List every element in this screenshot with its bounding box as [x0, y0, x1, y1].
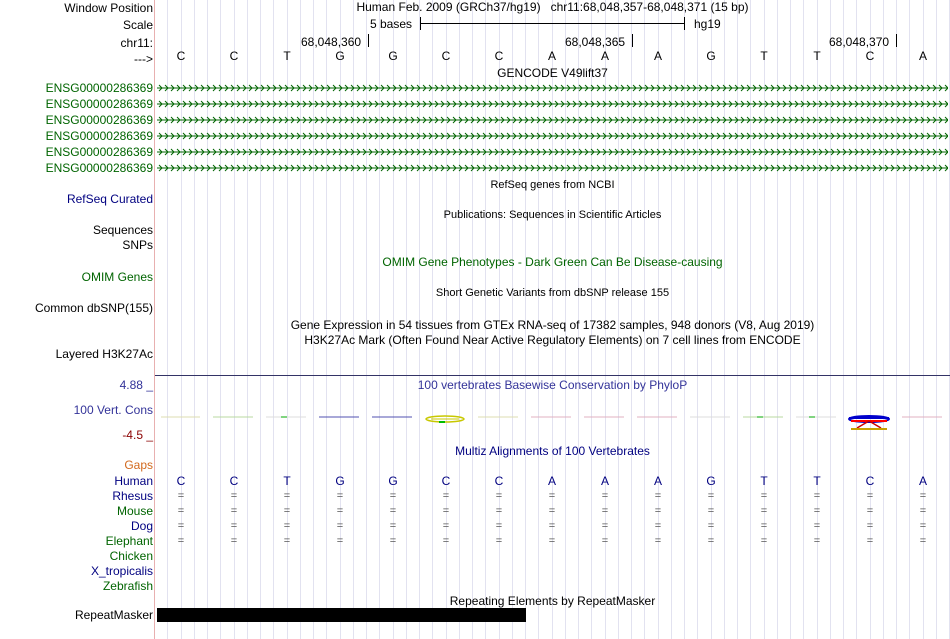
scale-bar — [420, 23, 684, 24]
phylop-max-label: 4.88 _ — [119, 378, 153, 392]
phylop-glyph-g — [426, 416, 464, 423]
alignment-match: = — [866, 520, 874, 532]
reference-base: C — [865, 49, 875, 63]
alignment-match: = — [442, 535, 450, 547]
phylop-center-label: 100 vertebrates Basewise Conservation by PhyloP — [417, 378, 688, 392]
gencode-gene-feature[interactable] — [157, 99, 948, 109]
refseq-label[interactable]: RefSeq Curated — [66, 192, 153, 206]
alignment-match: = — [601, 505, 609, 517]
alignment-match: = — [442, 490, 450, 502]
phylop-glyph-c — [849, 416, 889, 429]
alignment-match: = — [548, 535, 556, 547]
alignment-match: = — [495, 490, 503, 502]
alignment-match: = — [654, 505, 662, 517]
reference-base: T — [283, 49, 291, 63]
alignment-match: = — [230, 505, 238, 517]
phylop-min-label: -4.5 _ — [122, 428, 153, 442]
gtex-center-label: Gene Expression in 54 tissues from GTEx RNA-seq of 17382 samples, 948 donors (V8, Aug 2019) — [290, 318, 815, 332]
alignment-base: C — [494, 474, 504, 488]
alignment-match: = — [707, 490, 715, 502]
alignment-match: = — [654, 535, 662, 547]
alignment-match: = — [283, 490, 291, 502]
alignment-match: = — [442, 520, 450, 532]
reference-base: A — [653, 49, 662, 63]
gaps-label[interactable]: Gaps — [124, 458, 153, 472]
reference-base: C — [176, 49, 186, 63]
omim-center-label: OMIM Gene Phenotypes - Dark Green Can Be Disease-causing — [382, 255, 723, 269]
alignment-match: = — [866, 490, 874, 502]
alignment-match: = — [813, 505, 821, 517]
reference-base: T — [760, 49, 768, 63]
alignment-match: = — [919, 490, 927, 502]
alignment-match: = — [177, 490, 185, 502]
alignment-base: A — [600, 474, 609, 488]
gencode-gene-label[interactable]: ENSG00000286369 — [45, 97, 153, 111]
alignment-match: = — [495, 535, 503, 547]
publications-center-label: Publications: Sequences in Scientific Articles — [443, 209, 662, 221]
alignment-match: = — [177, 505, 185, 517]
scale-label: Scale — [122, 18, 153, 32]
gencode-gene-label[interactable]: ENSG00000286369 — [45, 161, 153, 175]
phylop-label[interactable]: 100 Vert. Cons — [73, 403, 153, 417]
alignment-match: = — [389, 520, 397, 532]
gencode-gene-feature[interactable] — [157, 163, 948, 173]
alignment-match: = — [336, 535, 344, 547]
reference-base: C — [229, 49, 239, 63]
alignment-match: = — [707, 535, 715, 547]
strand-label: ---> — [134, 52, 153, 66]
alignment-base: T — [283, 474, 291, 488]
dbsnp-label[interactable]: Common dbSNP(155) — [34, 301, 153, 315]
window-position-text: Human Feb. 2009 (GRCh37/hg19) chr11:68,048,357-68,048,371 (15 bp) — [356, 0, 749, 14]
alignment-match: = — [389, 490, 397, 502]
alignment-match: = — [336, 490, 344, 502]
alignment-match: = — [230, 490, 238, 502]
h3k27ac-baseline — [155, 375, 950, 376]
scale-bar-left-tick — [420, 17, 421, 30]
species-label[interactable]: X_tropicalis — [90, 564, 153, 578]
gencode-gene-feature[interactable] — [157, 115, 948, 125]
alignment-match: = — [760, 490, 768, 502]
alignment-match: = — [919, 505, 927, 517]
repeatmasker-label[interactable]: RepeatMasker — [74, 608, 153, 622]
alignment-match: = — [177, 535, 185, 547]
alignment-match: = — [919, 535, 927, 547]
h3k27ac-label[interactable]: Layered H3K27Ac — [55, 347, 153, 361]
alignment-base: C — [229, 474, 239, 488]
alignment-match: = — [389, 505, 397, 517]
repeatmasker-center-label: Repeating Elements by RepeatMasker — [449, 594, 656, 608]
dbsnp-center-label: Short Genetic Variants from dbSNP release 155 — [435, 287, 670, 299]
species-label[interactable]: Rhesus — [112, 489, 153, 503]
alignment-match: = — [866, 505, 874, 517]
alignment-match: = — [601, 520, 609, 532]
alignment-match: = — [495, 520, 503, 532]
alignment-match: = — [442, 505, 450, 517]
alignment-base: C — [441, 474, 451, 488]
alignment-match: = — [230, 535, 238, 547]
alignment-match: = — [230, 520, 238, 532]
omim-label[interactable]: OMIM Genes — [81, 270, 153, 284]
alignment-match: = — [283, 520, 291, 532]
scale-bases: 5 bases — [370, 17, 413, 31]
multiz-center-label: Multiz Alignments of 100 Vertebrates — [455, 444, 650, 458]
refseq-center-label: RefSeq genes from NCBI — [490, 179, 615, 191]
position-tick-1 — [368, 34, 369, 47]
chrom-label: chr11: — [120, 36, 153, 50]
species-label[interactable]: Human — [114, 474, 153, 488]
reference-base: A — [600, 49, 609, 63]
snps-label[interactable]: SNPs — [122, 238, 153, 252]
gencode-gene-label[interactable]: ENSG00000286369 — [45, 113, 153, 127]
alignment-base: A — [918, 474, 927, 488]
alignment-match: = — [707, 520, 715, 532]
gencode-gene-label[interactable]: ENSG00000286369 — [45, 145, 153, 159]
position-label-1: 68,048,360 — [301, 35, 362, 49]
alignment-base: A — [653, 474, 662, 488]
alignment-match: = — [601, 535, 609, 547]
species-label[interactable]: Chicken — [109, 549, 153, 563]
species-label[interactable]: Dog — [130, 519, 153, 533]
gencode-gene-label[interactable]: ENSG00000286369 — [45, 81, 153, 95]
alignment-base: C — [865, 474, 875, 488]
species-label[interactable]: Mouse — [116, 504, 153, 518]
alignment-match: = — [389, 535, 397, 547]
alignment-match: = — [813, 535, 821, 547]
alignment-match: = — [548, 505, 556, 517]
alignment-match: = — [654, 520, 662, 532]
scale-bar-right-tick — [684, 17, 685, 30]
reference-base: T — [813, 49, 821, 63]
species-label[interactable]: Elephant — [105, 534, 153, 548]
alignment-base: A — [547, 474, 556, 488]
window-position-label: Window Position — [64, 1, 153, 15]
reference-base: G — [335, 49, 345, 63]
h3k27ac-center-label: H3K27Ac Mark (Often Found Near Active Regulatory Elements) on 7 cell lines from ENCODE — [304, 333, 801, 347]
alignment-match: = — [336, 505, 344, 517]
reference-base: C — [441, 49, 451, 63]
gencode-gene-feature[interactable] — [157, 83, 948, 93]
gencode-gene-feature[interactable] — [157, 147, 948, 157]
position-label-3: 68,048,370 — [829, 35, 890, 49]
alignment-match: = — [548, 520, 556, 532]
alignment-match: = — [760, 505, 768, 517]
position-label-2: 68,048,365 — [565, 35, 626, 49]
alignment-match: = — [177, 520, 185, 532]
alignment-base: T — [760, 474, 768, 488]
alignment-base: G — [706, 474, 716, 488]
alignment-match: = — [760, 535, 768, 547]
alignment-match: = — [283, 535, 291, 547]
position-tick-2 — [632, 34, 633, 47]
reference-base: G — [706, 49, 716, 63]
alignment-base: C — [176, 474, 186, 488]
repeatmasker-bar — [157, 608, 526, 622]
alignment-match: = — [548, 490, 556, 502]
alignment-match: = — [866, 535, 874, 547]
alignment-base: G — [388, 474, 398, 488]
alignment-match: = — [813, 490, 821, 502]
alignment-match: = — [654, 490, 662, 502]
species-label[interactable]: Zebrafish — [102, 579, 153, 593]
alignment-match: = — [919, 520, 927, 532]
reference-base: C — [494, 49, 504, 63]
alignment-base: T — [813, 474, 821, 488]
scale-db: hg19 — [694, 17, 721, 31]
alignment-match: = — [601, 490, 609, 502]
alignment-base: G — [335, 474, 345, 488]
reference-base: A — [547, 49, 556, 63]
alignment-match: = — [283, 505, 291, 517]
reference-base: G — [388, 49, 398, 63]
gencode-title: GENCODE V49lift37 — [497, 66, 608, 80]
alignment-match: = — [760, 520, 768, 532]
position-tick-3 — [896, 34, 897, 47]
alignment-match: = — [707, 505, 715, 517]
gencode-gene-label[interactable]: ENSG00000286369 — [45, 129, 153, 143]
alignment-match: = — [813, 520, 821, 532]
alignment-match: = — [495, 505, 503, 517]
alignment-match: = — [336, 520, 344, 532]
gencode-gene-feature[interactable] — [157, 131, 948, 141]
reference-base: A — [918, 49, 927, 63]
sequences-label[interactable]: Sequences — [92, 223, 153, 237]
phylop-graph — [155, 408, 950, 436]
